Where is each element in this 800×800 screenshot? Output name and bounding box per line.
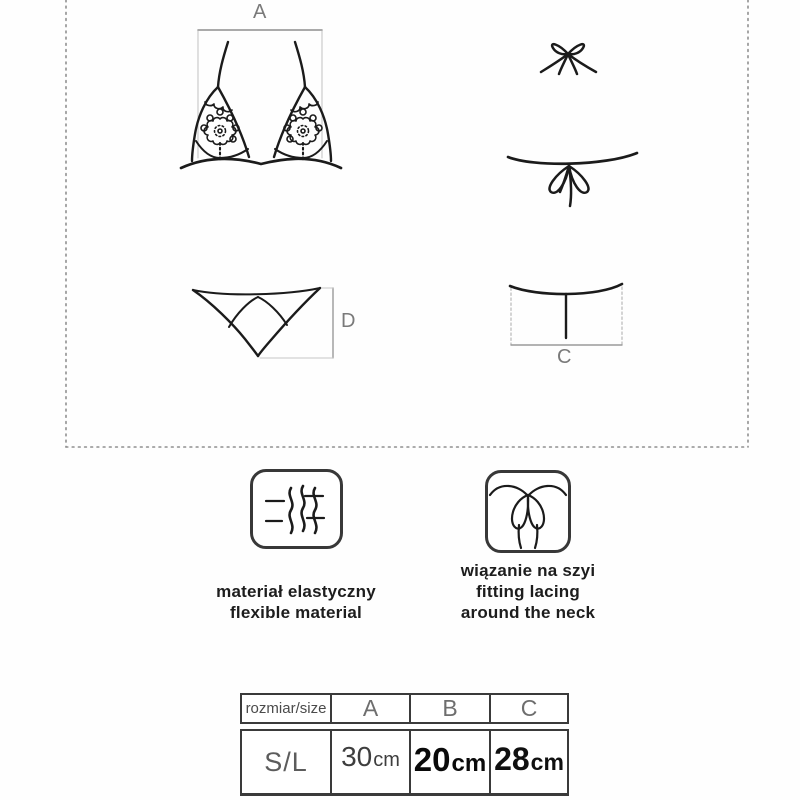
feature-caption-flexible (176, 581, 416, 623)
bra-front-drawing (181, 42, 341, 168)
cell-value-c (489, 731, 567, 793)
size-table (240, 693, 569, 796)
measure-lines (198, 30, 622, 358)
measure-label-a: A (253, 1, 267, 23)
value-unit: cm (373, 749, 400, 771)
header-letter-b: B (442, 695, 458, 721)
value-unit: cm (530, 749, 564, 775)
size-table-header-row (240, 693, 569, 724)
header-label: rozmiar/size (245, 700, 327, 717)
neck-lacing-icon (485, 470, 571, 553)
caption-line: fitting lacing (476, 582, 580, 601)
value-number: 30 (341, 741, 373, 772)
bra-back-ties-drawing (508, 44, 637, 206)
cell-size-name (242, 731, 330, 793)
header-cell-b (409, 695, 489, 722)
size-table-data-row (240, 729, 569, 796)
measure-label-c: C (557, 346, 572, 368)
dotted-frame (66, 0, 748, 447)
value-unit: cm (451, 750, 487, 777)
caption-line: flexible material (230, 603, 362, 622)
header-letter-c: C (520, 695, 538, 721)
value-number: 28 (494, 741, 530, 777)
value-number: 20 (413, 741, 451, 778)
panty-front-drawing (193, 288, 320, 356)
header-cell-a (330, 695, 409, 722)
caption-line: materiał elastyczny (216, 582, 376, 601)
caption-line: wiązanie na szyi (460, 561, 596, 580)
wavy-lines-glyph (253, 472, 340, 546)
flexible-material-icon (250, 469, 343, 549)
cell-value-b (409, 731, 489, 793)
lacing-bow-glyph (488, 473, 568, 550)
size-name: S/L (264, 746, 308, 777)
header-letter-a: A (362, 695, 379, 721)
measure-label-d: D (341, 310, 356, 332)
feature-caption-lacing (408, 560, 648, 623)
caption-line: around the neck (460, 603, 596, 622)
header-cell-size (242, 695, 330, 722)
header-cell-c (489, 695, 567, 722)
cell-value-a (330, 731, 409, 793)
panty-back-drawing (510, 284, 622, 338)
